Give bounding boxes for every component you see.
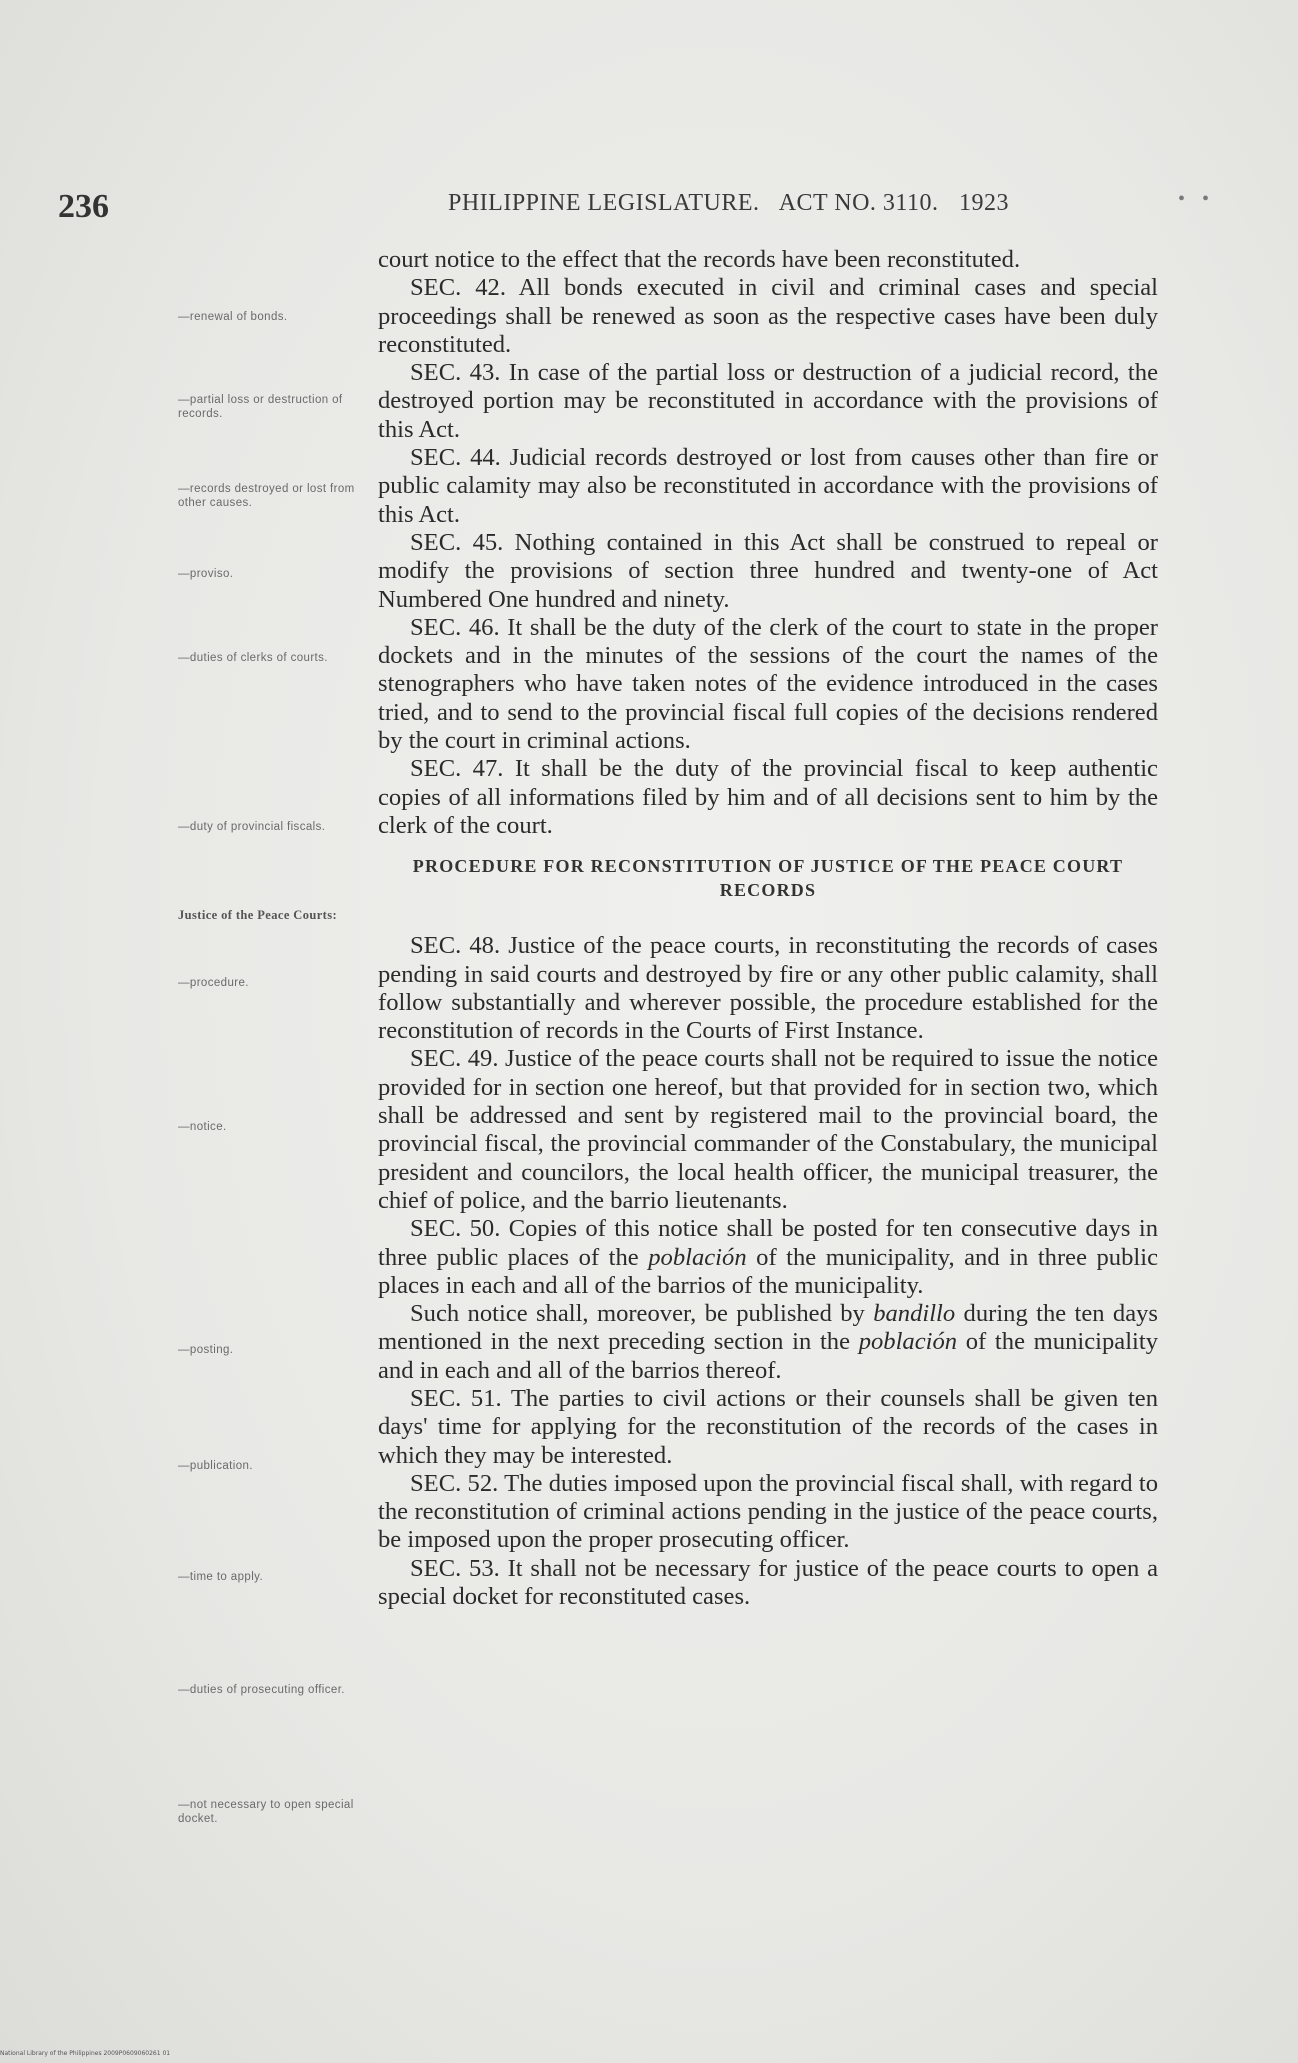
section-42 xyxy=(378,274,1158,359)
margin-note-notice: —notice. xyxy=(178,1121,227,1133)
margin-note-partial-loss: —partial loss or destruction of records. xyxy=(178,394,343,420)
section-48-label: SEC. 48. xyxy=(410,932,501,960)
section-43-label: SEC. 43. xyxy=(410,359,501,387)
section-50-text-b: of the municipality, and in three public places in each and all of the barrios of the municipality. xyxy=(378,1243,1158,1299)
margin-note-prosecuting-officer: —duties of prosecuting officer. xyxy=(178,1684,345,1696)
section-46 xyxy=(378,614,1158,755)
section-46-label: SEC. 46. xyxy=(410,613,500,641)
section-49 xyxy=(378,1045,1158,1215)
margin-note-publication: —publication. xyxy=(178,1460,253,1472)
section-51-text: The parties to civil actions or their counsels shall be given ten days' time for applying for the reconstitution of the records of the cases in which they may be interested. xyxy=(378,1384,1158,1469)
section-44-text: Judicial records destroyed or lost from causes other than fire or public calamity may also be reconstituted in accordance with the provisions of this Act. xyxy=(378,444,1158,528)
publication-text-b: during the ten days mentioned in the next preceding section in the xyxy=(378,1300,1158,1356)
margin-note-other-causes: —records destroyed or lost from other causes. xyxy=(178,483,355,509)
running-head xyxy=(448,190,1088,217)
section-45-text: Nothing contained in this Act shall be construed to repeal or modify the provisions of section three hundred and twenty-one of Act Numbered One hundred and ninety. xyxy=(378,528,1159,613)
section-52 xyxy=(378,1470,1158,1555)
margin-note-time-to-apply: —time to apply. xyxy=(178,1571,264,1583)
margin-note-proviso: —proviso. xyxy=(178,568,234,580)
section-53-text: It shall not be necessary for justice of the peace courts to open a special docket for reconstituted cases. xyxy=(378,1554,1158,1611)
section-47-label: SEC. 47. xyxy=(410,755,504,783)
publication-text-a: Such notice shall, moreover, be published by xyxy=(410,1300,874,1328)
publication-poblacion: población xyxy=(858,1328,958,1356)
margin-note-procedure: —procedure. xyxy=(178,977,249,989)
section-42-text: All bonds executed in civil and criminal cases and special proceedings shall be renewed as soon as the respective cases have been duly reconstituted. xyxy=(378,274,1158,358)
section-52-label: SEC. 52. xyxy=(410,1469,499,1497)
section-48-text: Justice of the peace courts, in reconstituting the records of cases pending in said courts and destroyed by fire or any other public calamity, shall follow substantially and wherever possible, the procedure established for the reconstitution of records in the Courts of First Instance. xyxy=(378,932,1158,1045)
section-50 xyxy=(378,1215,1158,1300)
section-50-text-a: Copies of this notice shall be posted for ten consecutive days in three public places of the xyxy=(378,1215,1158,1271)
section-43-text: In case of the partial loss or destruction of a judicial record, the destroyed portion may be reconstituted in accordance with the provisions of this Act. xyxy=(378,359,1158,443)
scan-footer: National Library of the Philippines 2009P0609060261 01 xyxy=(0,2050,171,2057)
publication-text-c: of the municipality and in each and all of the barrios thereof. xyxy=(378,1328,1158,1384)
publication-bandillo: bandillo xyxy=(873,1300,956,1328)
section-53-label: SEC. 53. xyxy=(410,1554,500,1582)
margin-note-fiscals: —duty of provincial fiscals. xyxy=(178,821,326,833)
section-52-text: The duties imposed upon the provincial fiscal shall, with regard to the reconstitution of criminal actions pending in the justice of the peace courts, be imposed upon the proper prosecuting officer. xyxy=(378,1469,1158,1554)
section-44 xyxy=(378,444,1158,529)
section-heading: PROCEDURE FOR RECONSTITUTION OF JUSTICE OF THE PEACE COURT RECORDS xyxy=(412,856,1124,901)
page-number: 236 xyxy=(58,188,109,225)
margin-note-special-docket: —not necessary to open special docket. xyxy=(178,1799,354,1825)
section-48 xyxy=(378,932,1158,1045)
section-46-text: It shall be the duty of the clerk of the court to state in the proper dockets and in the minutes of the sessions of the court the names of the stenographers who have taken notes of the evidence introduced in the cases tried, and to send to the provincial fiscal full copies of the decisions rendered by the court in criminal actions. xyxy=(378,613,1158,755)
margin-note-renewal: —renewal of bonds. xyxy=(178,311,288,323)
section-45 xyxy=(378,529,1158,614)
corner-marks: • • xyxy=(1178,188,1216,210)
section-42-label: SEC. 42. xyxy=(410,274,506,302)
section-47-text: It shall be the duty of the provincial fiscal to keep authentic copies of all informations filed by him and of all decisions sent to him by the clerk of the court. xyxy=(378,755,1158,839)
publication-paragraph xyxy=(378,1300,1158,1385)
running-head-year: 1923 xyxy=(959,190,1010,216)
section-51 xyxy=(378,1385,1158,1470)
section-50-label: SEC. 50. xyxy=(410,1215,501,1243)
running-head-legislature: PHILIPPINE LEGISLATURE. xyxy=(448,190,760,216)
section-51-label: SEC. 51. xyxy=(410,1384,502,1412)
section-50-poblacion: población xyxy=(648,1243,747,1271)
margin-note-clerks: —duties of clerks of courts. xyxy=(178,652,328,664)
section-44-label: SEC. 44. xyxy=(410,444,501,472)
body-text xyxy=(378,246,1158,1611)
running-head-act: ACT NO. 3110. xyxy=(778,190,939,216)
section-43 xyxy=(378,359,1158,444)
section-45-label: SEC. 45. xyxy=(410,528,504,556)
section-49-text: Justice of the peace courts shall not be required to issue the notice provided for in section one hereof, but that provided for in section two, which shall be addressed and sent by registered mail to the provincial board, the provincial fiscal, the provincial commander of the Constabulary, the municipal president and councilors, the local health officer, the municipal treasurer, the chief of police, and the barrio lieutenants. xyxy=(378,1045,1158,1214)
margin-note-justice-courts: Justice of the Peace Courts: xyxy=(178,908,338,922)
section-53 xyxy=(378,1555,1158,1612)
section-47 xyxy=(378,755,1158,840)
section-49-label: SEC. 49. xyxy=(410,1045,499,1073)
continued-paragraph: court notice to the effect that the records have been reconstituted. xyxy=(378,246,1021,273)
margin-note-posting: —posting. xyxy=(178,1344,234,1356)
